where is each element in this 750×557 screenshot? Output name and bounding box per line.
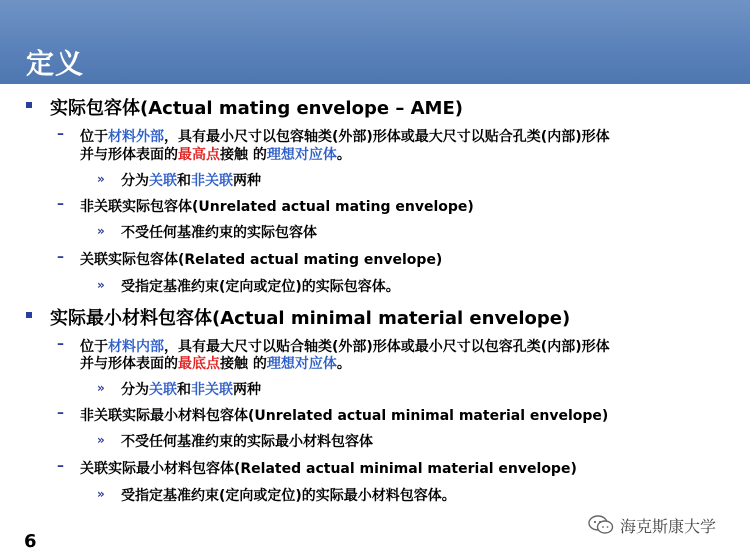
text: 接触 的 (220, 356, 267, 372)
square-bullet-icon (26, 312, 32, 318)
dash-bullet-icon: – (57, 405, 64, 421)
wechat-icon (588, 514, 614, 536)
dash-bullet-icon: – (57, 196, 64, 212)
text: 接触 的 (220, 147, 267, 163)
section2-sub2: 不受任何基准约束的实际最小材料包容体 (121, 434, 373, 450)
slide-title: 定义 (26, 47, 85, 80)
section2-sub1 (121, 379, 261, 399)
highlight-text: 理想对应体 (266, 356, 337, 372)
watermark-text: 海克斯康大学 (620, 517, 717, 536)
chevron-bullet-icon: » (97, 433, 105, 447)
section2-item3: 关联实际最小材料包容体(Related actual minimal material envelope) (80, 461, 577, 477)
text: 分为 (121, 173, 149, 189)
page-number: 6 (24, 531, 37, 552)
text: 和 (177, 173, 191, 189)
text: 位于 (80, 339, 108, 355)
highlight-text: 最高点 (178, 147, 220, 163)
text: 。 (336, 147, 351, 163)
text: 两种 (233, 173, 261, 189)
highlight-text: 材料外部 (108, 129, 164, 145)
text: 两种 (233, 382, 261, 398)
section2-sub3: 受指定基准约束(定向或定位)的实际最小材料包容体。 (121, 488, 456, 504)
highlight-text: 理想对应体 (266, 147, 337, 163)
highlight-text: 材料内部 (108, 339, 164, 355)
chevron-bullet-icon: » (97, 224, 105, 238)
dash-bullet-icon: – (57, 458, 64, 474)
chevron-bullet-icon: » (97, 278, 105, 292)
section2-item1-line2 (80, 353, 351, 373)
dash-bullet-icon: – (57, 336, 64, 352)
section1-item2: 非关联实际包容体(Unrelated actual mating envelope) (80, 199, 474, 215)
highlight-text: 非关联 (191, 382, 233, 398)
section2-heading: 实际最小材料包容体(Actual minimal material envelope) (50, 308, 571, 329)
square-bullet-icon (26, 102, 32, 108)
text: 位于 (80, 129, 108, 145)
section1-item3: 关联实际包容体(Related actual mating envelope) (80, 252, 443, 268)
title-bar (0, 0, 750, 84)
text: 和 (177, 382, 191, 398)
section2-item2: 非关联实际最小材料包容体(Unrelated actual minimal material envelope) (80, 408, 609, 424)
text: ，具有最小尺寸以包容轴类(外部)形体或最大尺寸以贴合孔类(内部)形体 (164, 129, 610, 145)
chevron-bullet-icon: » (97, 487, 105, 501)
highlight-text: 非关联 (191, 173, 233, 189)
section1-sub3: 受指定基准约束(定向或定位)的实际包容体。 (121, 279, 400, 295)
text: 并与形体表面的 (80, 356, 178, 372)
highlight-text: 关联 (149, 382, 177, 398)
highlight-text: 关联 (149, 173, 177, 189)
text: ，具有最大尺寸以贴合轴类(外部)形体或最小尺寸以包容孔类(内部)形体 (164, 339, 610, 355)
text: 分为 (121, 382, 149, 398)
dash-bullet-icon: – (57, 249, 64, 265)
chevron-bullet-icon: » (97, 172, 105, 186)
text: 并与形体表面的 (80, 147, 178, 163)
section1-sub1 (121, 170, 261, 190)
chevron-bullet-icon: » (97, 381, 105, 395)
dash-bullet-icon: – (57, 126, 64, 142)
section1-item1-line1 (80, 126, 610, 146)
section1-sub2: 不受任何基准约束的实际包容体 (121, 225, 317, 241)
section1-item1-line2 (80, 144, 351, 164)
section1-heading: 实际包容体(Actual mating envelope – AME) (50, 98, 463, 119)
highlight-text: 最底点 (178, 356, 220, 372)
text: 。 (336, 356, 351, 372)
watermark (588, 512, 738, 538)
